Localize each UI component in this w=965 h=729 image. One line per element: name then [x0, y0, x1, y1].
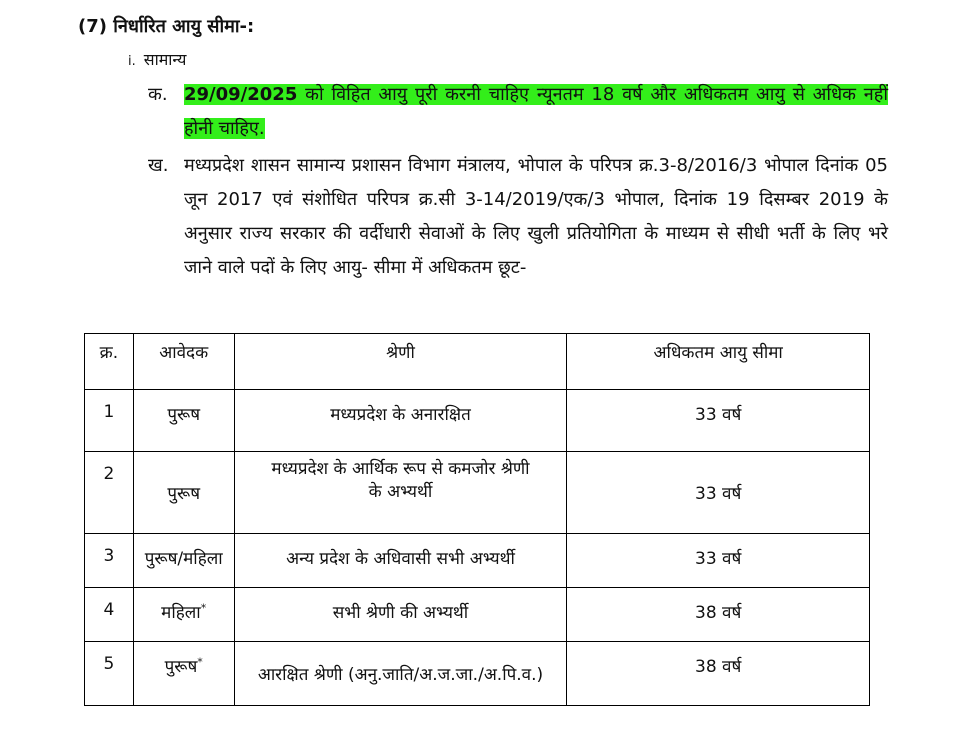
applicant-label: पुरूष	[167, 484, 201, 504]
table-row	[85, 642, 870, 706]
subsection-title	[128, 48, 186, 70]
subsection-label: सामान्य	[143, 50, 187, 69]
age-limit-table	[84, 333, 870, 706]
row-applicant	[133, 452, 234, 534]
clause-ka-highlight	[184, 84, 888, 139]
row-applicant	[133, 588, 234, 642]
row-max-age: 38 वर्ष	[567, 642, 870, 706]
applicant-label: पुरूष	[164, 657, 198, 677]
asterisk-mark: *	[200, 601, 207, 615]
clause-ka-date: 29/09/2025	[184, 84, 298, 105]
table-row	[85, 588, 870, 642]
section-heading: (7) निर्धारित आयु सीमा-:	[78, 16, 255, 37]
row-max-age: 33 वर्ष	[567, 452, 870, 534]
row-max-age: 33 वर्ष	[567, 390, 870, 452]
row-applicant	[133, 534, 234, 588]
subsection-number: i.	[128, 54, 136, 69]
row-applicant	[133, 642, 234, 706]
row-serial: 4	[85, 588, 134, 642]
row-serial: 2	[85, 452, 134, 534]
applicant-label: पुरूष	[167, 405, 201, 425]
clause-ka	[148, 78, 888, 146]
row-max-age: 38 वर्ष	[567, 588, 870, 642]
table-row	[85, 390, 870, 452]
clause-ka-marker: क.	[148, 84, 168, 105]
header-category: श्रेणी	[234, 334, 567, 390]
row-serial: 3	[85, 534, 134, 588]
clause-ka-text: को विहित आयु पूरी करनी चाहिए न्यूनतम 18 वर्ष और अधिकतम आयु से अधिक नहीं होनी चाहिए.	[184, 84, 888, 139]
row-max-age: 33 वर्ष	[567, 534, 870, 588]
table-row	[85, 452, 870, 534]
row-category: आरक्षित श्रेणी (अनु.जाति/अ.ज.जा./अ.पि.व.)	[234, 642, 567, 706]
clause-kha	[148, 149, 888, 285]
applicant-label: महिला	[161, 603, 201, 623]
table-header-row	[85, 334, 870, 390]
row-category: मध्यप्रदेश के अनारक्षित	[234, 390, 567, 452]
row-category: मध्यप्रदेश के आर्थिक रूप से कमजोर श्रेणी के अभ्यर्थी	[234, 452, 567, 534]
row-category: अन्य प्रदेश के अधिवासी सभी अभ्यर्थी	[234, 534, 567, 588]
header-applicant: आवेदक	[133, 334, 234, 390]
applicant-label: पुरूष/महिला	[144, 549, 223, 569]
asterisk-mark: *	[197, 655, 203, 669]
header-serial: क्र.	[85, 334, 134, 390]
header-max-age: अधिकतम आयु सीमा	[567, 334, 870, 390]
table-row	[85, 534, 870, 588]
row-serial: 1	[85, 390, 134, 452]
row-applicant	[133, 390, 234, 452]
clause-kha-text: मध्यप्रदेश शासन सामान्य प्रशासन विभाग मंत्रालय, भोपाल के परिपत्र क्र.3-8/2016/3 भोपाल दिनांक 05 जून 2017 एवं संशोधित परिपत्र क्र.सी 3-14/2019/एक/3 भोपाल, दिनांक 19 दिसम्बर 2019 के अनुसार राज्य सरकार की वर्दीधारी सेवाओं के लिए खुली प्रतियोगिता के माध्यम से सीधी भर्ती के लिए भरे जाने वाले पदों के लिए आयु- सीमा में अधिकतम छूट-	[184, 155, 888, 278]
row-category: सभी श्रेणी की अभ्यर्थी	[234, 588, 567, 642]
row-serial: 5	[85, 642, 134, 706]
clause-kha-marker: ख.	[148, 155, 169, 176]
